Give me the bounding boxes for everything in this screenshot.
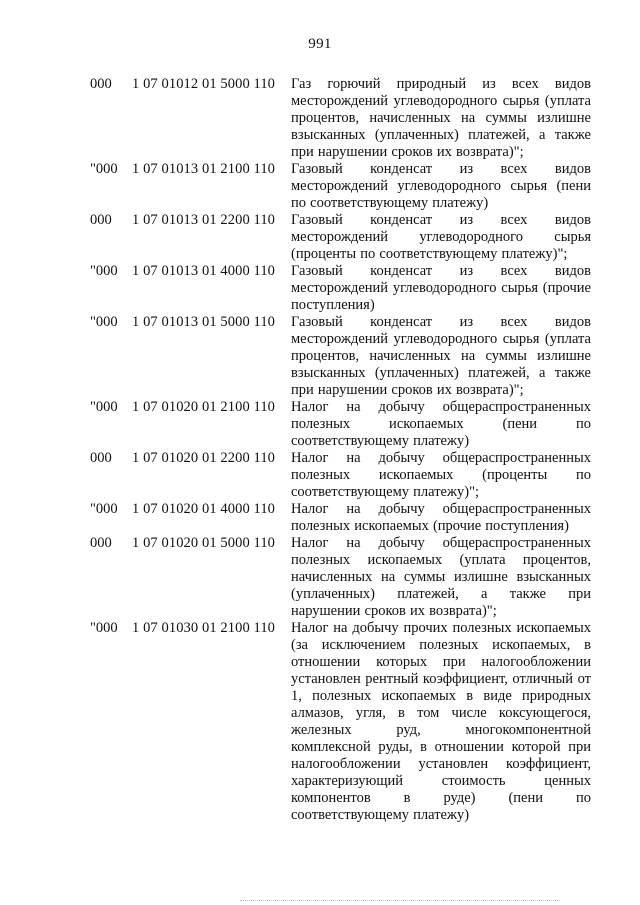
- income-description: Газовый конденсат из всех видов месторождений углеводородного сырья (уплата процентов, начисленных на суммы излишне взысканных (уплаченных) платежей, а также при нарушении сроков их возврата)";: [291, 314, 591, 398]
- income-description: Газовый конденсат из всех видов месторождений углеводородного сырья (пени по соответствующему платежу): [291, 161, 591, 211]
- income-description: Налог на добычу общераспространенных полезных ископаемых (прочие поступления): [291, 501, 591, 534]
- scan-edge-mark: [240, 900, 560, 902]
- budget-classification-code: 1 07 01013 01 5000 110: [132, 314, 276, 330]
- budget-classification-code: 1 07 01030 01 2100 110: [132, 620, 276, 636]
- admin-code: "000: [90, 620, 118, 636]
- budget-classification-code: 1 07 01020 01 5000 110: [132, 535, 276, 551]
- admin-code: "000: [90, 501, 118, 517]
- budget-classification-code: 1 07 01013 01 4000 110: [132, 263, 276, 279]
- admin-code: "000: [90, 314, 118, 330]
- admin-code: "000: [90, 263, 118, 279]
- list-item: [0, 535, 640, 620]
- admin-code: "000: [90, 161, 118, 177]
- budget-classification-code: 1 07 01013 01 2100 110: [132, 161, 276, 177]
- admin-code: 000: [90, 535, 112, 551]
- income-description: Налог на добычу общераспространенных полезных ископаемых (проценты по соответствующему платежу)";: [291, 450, 591, 500]
- income-description: Налог на добычу общераспространенных полезных ископаемых (уплата процентов, начисленных на суммы излишне взысканных (уплаченных) платежей, а также при нарушении сроков их возврата)";: [291, 535, 591, 619]
- page-number: 991: [308, 36, 332, 52]
- admin-code: 000: [90, 450, 112, 466]
- list-item: [0, 161, 640, 212]
- list-item: [0, 263, 640, 314]
- budget-classification-code: 1 07 01020 01 4000 110: [132, 501, 276, 517]
- income-description: Налог на добычу прочих полезных ископаемых (за исключением полезных ископаемых, в отношении которых при налогообложении установлен рентный коэффициент, отличный от 1, полезных ископаемых в виде природных алмазов, угля, в том числе коксующегося, железных руд, многокомпонентной комплексной руды, в отношении которой при налогообложении установлен коэффициент, характеризующий стоимость ценных компонентов в руде) (пени по соответствующему платежу): [291, 620, 591, 823]
- admin-code: 000: [90, 212, 112, 228]
- admin-code: 000: [90, 76, 112, 92]
- budget-classification-code: 1 07 01013 01 2200 110: [132, 212, 276, 228]
- list-item: [0, 501, 640, 535]
- budget-code-list: [0, 76, 640, 824]
- budget-classification-code: 1 07 01020 01 2100 110: [132, 399, 276, 415]
- list-item: [0, 212, 640, 263]
- budget-classification-code: 1 07 01020 01 2200 110: [132, 450, 276, 466]
- income-description: Газовый конденсат из всех видов месторождений углеводородного сырья (проценты по соответствующему платежу)";: [291, 212, 591, 262]
- income-description: Газ горючий природный из всех видов месторождений углеводородного сырья (уплата процентов, начисленных на суммы излишне взысканных (уплаченных) платежей, а также при нарушении сроков их возврата)";: [291, 76, 591, 160]
- list-item: [0, 620, 640, 824]
- list-item: [0, 314, 640, 399]
- income-description: Налог на добычу общераспространенных полезных ископаемых (пени по соответствующему платежу): [291, 399, 591, 449]
- income-description: Газовый конденсат из всех видов месторождений углеводородного сырья (прочие поступления): [291, 263, 591, 313]
- admin-code: "000: [90, 399, 118, 415]
- list-item: [0, 76, 640, 161]
- list-item: [0, 399, 640, 450]
- budget-classification-code: 1 07 01012 01 5000 110: [132, 76, 276, 92]
- list-item: [0, 450, 640, 501]
